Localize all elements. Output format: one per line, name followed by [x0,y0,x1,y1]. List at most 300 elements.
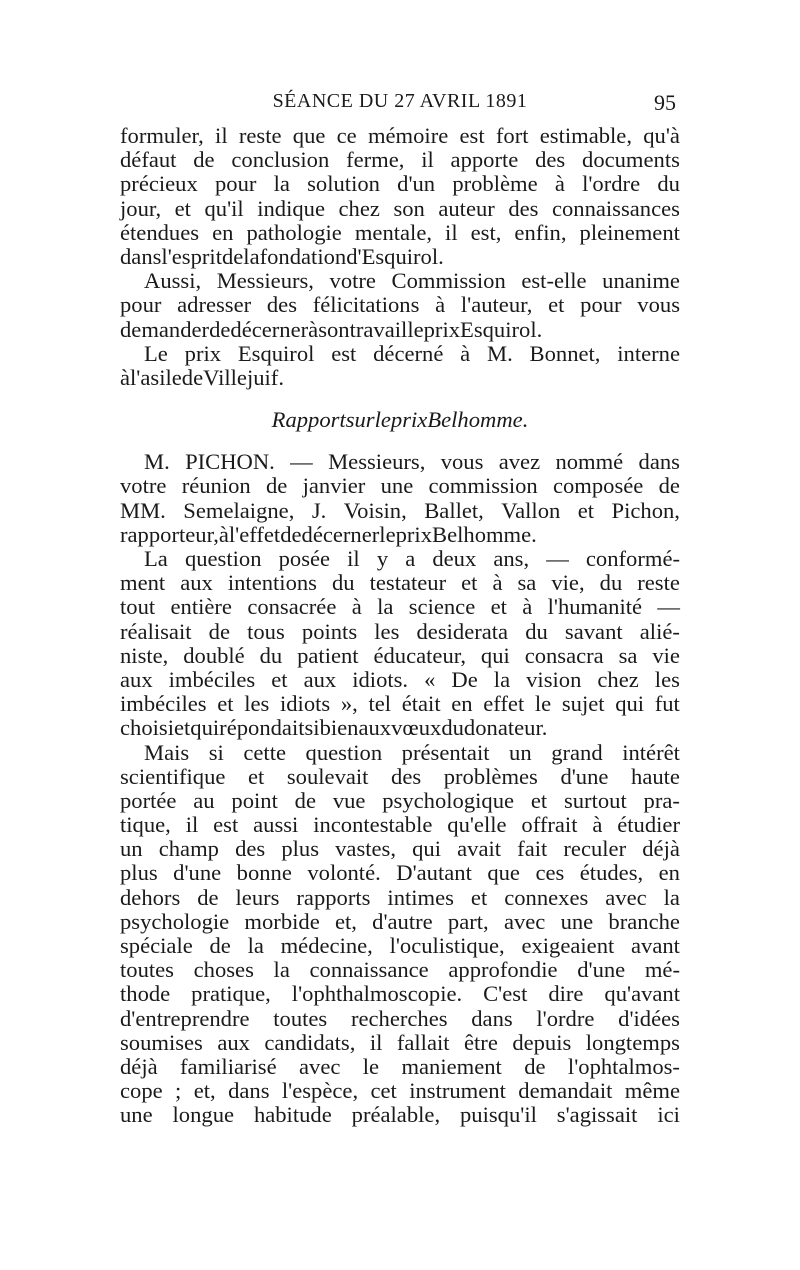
word: tout [120,594,156,620]
word: demandait [518,1078,613,1104]
word: tel [368,691,392,717]
word: documents [582,147,680,173]
word: il [215,123,228,148]
word: exigeaient [521,933,615,958]
word: connexes [504,884,589,910]
word: prix [423,316,461,342]
word: s'agissait [556,1102,638,1128]
word: déjà [642,836,680,862]
word: habitude [253,1102,332,1128]
word: votre [120,473,167,499]
word: son [393,195,425,221]
word: il [421,147,434,173]
word: rapports [296,884,371,910]
word: la [493,666,511,692]
word: grand [551,739,603,765]
word: part, [447,908,489,934]
word: Belhomme. [427,407,529,433]
word: plus [120,860,158,886]
text-line [120,668,680,692]
word: unanime [602,268,680,294]
word: si [208,739,224,765]
text-line [120,293,680,317]
word: le [362,1053,380,1079]
word: d'idées [618,1005,680,1031]
word: janvier [302,473,366,499]
word: Villejuif. [203,364,284,390]
text-line [120,245,680,269]
word: des [535,147,566,173]
text-line [120,571,680,595]
word: aux [217,1029,250,1055]
word: cette [243,739,286,765]
word: un [120,836,143,862]
word: les [374,618,400,644]
word: thode [120,981,171,1007]
word: mémoire [367,123,449,148]
word: est [459,123,485,148]
text-line [120,716,680,740]
word: déjà [120,1053,158,1079]
word: enfin, [514,219,567,245]
word: est, [470,219,502,245]
word: et [217,691,234,717]
word: auteur [438,195,495,221]
text-line [120,741,680,765]
word: la [663,884,680,910]
word: vue [332,787,366,813]
word: aux [303,666,337,692]
text-line [120,1103,680,1127]
text-line [120,499,680,523]
text-line [120,861,680,885]
word: et, [334,908,357,934]
word: pleinement [579,219,680,245]
word: une [380,473,414,499]
word: pour [580,292,622,318]
word: répondait [219,715,305,741]
word: dans [228,1078,270,1104]
word: dans [638,449,680,475]
word: l'humanité [547,594,643,620]
word: doublé [183,642,245,668]
word: et [530,787,548,813]
word: ; [175,1078,182,1104]
word: portée [120,787,177,813]
word: vastes, [335,836,396,862]
word: indique [257,195,326,221]
word: vie [652,642,680,668]
word: le [534,691,552,717]
text-line [120,837,680,861]
word: d'un [397,171,436,197]
word: du [525,618,548,644]
word: M. [486,340,513,366]
word: étendues [120,219,200,245]
word: pour [120,292,162,318]
word: de [209,933,231,958]
word: connaissances [551,195,680,221]
word: ans, [493,546,530,571]
word: son [318,316,350,342]
word: qui [480,642,510,668]
word: fort [495,123,529,148]
word: fallait [396,1029,450,1055]
word: de [658,473,680,499]
text-line [120,547,680,571]
page-number: 95 [654,90,676,115]
word: et [173,715,191,741]
word: à [554,171,565,197]
text-line [120,644,680,668]
word: est [331,340,357,366]
word: et [271,666,288,692]
word: qui [615,691,645,717]
word: intentions [227,570,317,596]
word: et [548,292,565,318]
word: des [508,195,539,221]
word: Messieurs, [216,268,314,294]
word: pratique, [191,981,271,1007]
word: qu'elle [447,812,507,838]
word: y [376,546,389,571]
word: mé- [644,957,680,983]
word: connaissance [309,957,429,983]
word: est-elle [521,268,587,294]
word: spéciale [120,933,193,958]
word: de [524,1053,546,1079]
word: l'ophtalmos- [567,1053,680,1079]
word: que [487,860,520,886]
word: un [509,739,532,765]
word: », [340,691,358,717]
word: et [470,884,488,910]
word: Commission [391,268,506,294]
word: du [259,642,283,668]
text-line [120,982,680,1006]
text-line [120,1079,680,1103]
word: sur [345,407,375,433]
word: patient [297,642,359,668]
word: pra- [643,787,680,813]
word: reste [238,123,282,148]
word: la [377,594,394,620]
word: la [243,243,260,269]
word: être [464,1029,498,1055]
word: alié- [639,618,680,644]
word: des [235,836,266,862]
word: l'ordre [536,1005,595,1031]
word: ces [535,860,565,886]
word: sa [618,642,638,668]
word: composée [552,473,644,499]
word: chez [597,666,639,692]
word: une [120,1102,153,1128]
word: de [294,787,316,813]
word: Bonnet, [529,340,601,366]
word: il [185,812,199,838]
word: décerner [230,316,309,342]
word: morbide [244,908,320,934]
word: psychologie [120,908,230,934]
word: consacra [524,642,604,668]
word: — [546,546,569,571]
word: toutes [273,1005,328,1031]
word: et [461,570,478,596]
word: longue [172,1102,235,1128]
word: approfondie [448,957,558,983]
word: présentait [401,739,490,765]
word: d'une [173,860,222,886]
word: et [247,763,265,789]
word: tique, [120,812,171,838]
word: sujet [561,691,605,717]
word: desiderata [416,618,509,644]
text-line [120,148,680,172]
text-line [120,934,680,958]
word: idiots. [352,666,409,692]
word: soumises [120,1029,203,1055]
text-line [120,789,680,813]
word: D'autant [396,860,472,886]
word: de [266,473,288,499]
word: Pichon, [611,497,680,523]
text-line [120,342,680,366]
word: reste [637,570,680,596]
word: Aussi, [144,268,202,294]
word: du [657,171,680,197]
word: fondation [259,243,347,269]
word: La [144,546,168,571]
text-line [120,523,680,547]
word: psychologique [382,787,515,813]
word: l'effet [228,521,281,547]
word: qui [412,836,441,862]
word: préalable, [351,1102,441,1128]
word: et [490,594,507,620]
word: Belhomme. [432,521,537,547]
word: depuis [512,1029,572,1055]
word: dire [548,981,584,1007]
word: reculer [563,836,627,862]
word: intérêt [622,739,680,765]
word: demander [120,316,210,342]
word: PICHON. [185,449,275,475]
text-line [120,474,680,498]
word: fut [654,691,680,717]
word: deux [432,546,477,571]
word: avec [299,1053,341,1079]
word: en [451,691,473,717]
word: à [308,316,319,342]
word: vie, [551,570,585,596]
word: Messieurs, [328,449,426,475]
word: les [244,691,270,717]
word: cope [120,1078,163,1104]
word: science [408,594,476,620]
word: l'oculistique, [389,933,505,958]
text-line [120,886,680,910]
word: Ballet, [424,497,484,523]
word: estimable, [539,123,632,148]
word: avec [605,884,647,910]
word: idiots [279,691,331,717]
word: avec [503,908,546,934]
word: effet [483,691,525,717]
word: d'Esquirol. [346,243,444,269]
word: volonté. [307,860,381,886]
text-line [120,958,680,982]
word: ferme, [346,147,405,173]
word: à [218,521,229,547]
word: Esquirol. [460,316,543,342]
text-line [120,765,680,789]
word: leurs [235,884,280,910]
word: bonne [236,860,292,886]
word: l'asile [130,364,182,390]
word: et, [193,1078,216,1104]
word: de [209,316,231,342]
word: formuler, [120,123,204,148]
running-head: SÉANCE DU 27 AVRIL 1891 [272,90,528,112]
word: apporte [450,147,519,173]
word: du [441,715,464,741]
word: l'espèce, [281,1078,359,1104]
word: avait [457,836,502,862]
word: aux [358,715,392,741]
word: prix [395,521,433,547]
word: a [405,546,416,571]
word: Voisin, [343,497,407,523]
word: une [560,908,594,934]
word: « [424,666,436,692]
word: Rapport [271,407,346,433]
word: éducateur, [373,642,467,668]
word: d'une [577,957,626,983]
word: de [181,364,204,390]
word: travail [349,316,408,342]
word: du [599,570,623,596]
word: Esquirol [237,340,315,366]
word: de [197,884,219,910]
text-line [120,620,680,644]
word: points [301,618,358,644]
word: votre [329,268,376,294]
word: aux [120,666,153,692]
text-line [120,269,680,293]
word: de [221,243,244,269]
word: au [193,787,215,813]
word: prix [390,407,428,433]
word: précieux [120,171,198,197]
word: dans [471,1005,513,1031]
text-line [120,197,680,221]
word: C'est [483,981,528,1007]
word: avant [631,933,680,958]
text-line [120,450,680,474]
word: est [213,812,239,838]
word: des [391,763,422,789]
word: fait [517,836,548,862]
word: et [577,497,595,523]
word: et [174,195,191,221]
word: d'entreprendre [120,1005,250,1031]
text-line [120,595,680,619]
word: d'autre [372,908,433,934]
word: mentale, [354,219,433,245]
word: vous [440,449,484,475]
word: le [379,521,396,547]
word: choses [193,957,254,983]
word: recherches [350,1005,448,1031]
word: en [658,860,680,886]
word: question [184,546,262,571]
word: puisqu'il [460,1102,537,1128]
word: pour [214,171,257,197]
word: champ [158,836,219,862]
word: du [331,570,355,596]
word: De [451,666,478,692]
word: Semelaigne, [183,497,295,523]
word: il [369,1029,383,1055]
word: branche [608,908,680,934]
word: si [304,715,320,741]
word: candidats, [264,1029,356,1055]
word: défaut [120,147,177,173]
word: instrument [409,1078,506,1104]
word: adresser [177,292,252,318]
word: médecine, [280,933,373,958]
word: offrait [521,812,578,838]
word: pathologie [246,219,342,245]
word: plus [281,836,319,862]
word: jour, [120,195,162,221]
word: avez [498,449,541,475]
word: de [193,147,215,173]
word: qui [190,715,220,741]
word: imbéciles [120,691,207,717]
word: testateur [369,570,447,596]
word: à [120,364,131,390]
word: ce [336,123,357,148]
word: donateur. [463,715,548,741]
word: M. [144,449,170,475]
word: vœux [391,715,442,741]
word: conclusion [231,147,330,173]
text-line [120,692,680,716]
word: les [654,666,680,692]
word: Mais [144,739,190,765]
word: aussi [253,812,299,838]
word: à [522,594,533,620]
word: entière [170,594,232,620]
word: incontestable [313,812,433,838]
word: conformé- [585,546,680,571]
word: problème [452,171,538,197]
word: à [492,570,503,596]
word: intimes [387,884,454,910]
word: soulevait [286,763,369,789]
word: ici [657,1102,680,1128]
word: il [445,219,458,245]
word: bien [319,715,359,741]
word: que [292,123,326,148]
word: rapporteur, [120,521,219,547]
word: dans [120,243,162,269]
text-line [120,1007,680,1031]
word: toutes [120,957,174,983]
word: choisi [120,715,174,741]
